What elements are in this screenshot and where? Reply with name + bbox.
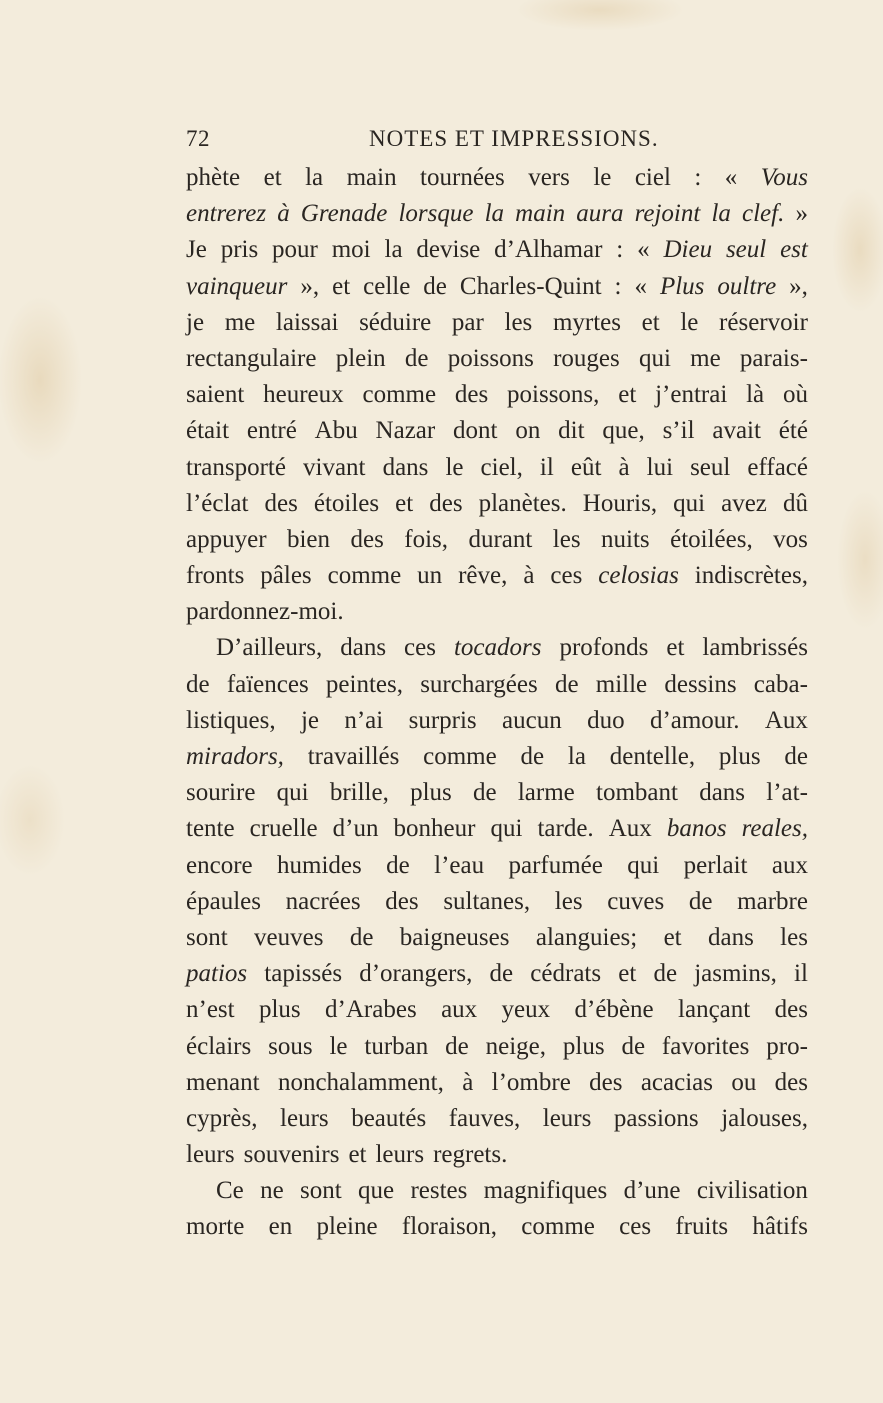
text-line [186, 160, 808, 196]
word: ces [550, 562, 583, 590]
word: plus [562, 1032, 605, 1060]
word: d’amour. [649, 706, 740, 734]
word: et [348, 1141, 367, 1169]
word: à [277, 200, 290, 228]
text-line [186, 1101, 808, 1137]
word: mille [595, 670, 648, 698]
word: caba- [753, 670, 808, 698]
word: et [666, 634, 685, 662]
word: Houris, [582, 489, 658, 517]
word: », [789, 272, 808, 300]
word: seul [690, 453, 731, 481]
word: ou [731, 1068, 757, 1096]
word: leurs [542, 1104, 592, 1132]
word: me [224, 308, 256, 336]
word: cruelle [249, 815, 318, 843]
word: ciel [634, 164, 671, 191]
word: seul [725, 236, 767, 264]
text-line [186, 522, 808, 558]
word: yeux [501, 996, 551, 1024]
word: celosias [598, 562, 679, 590]
word: tapissés [264, 960, 343, 988]
word: poissons [447, 344, 534, 372]
word: bien [286, 525, 331, 553]
word: de [688, 887, 713, 915]
word: Charles-Quint [459, 272, 602, 300]
word: qui [673, 489, 706, 517]
word: qui [638, 344, 671, 372]
word: d’Arabes [325, 996, 417, 1024]
word: d’orangers, [359, 960, 473, 988]
word: de [489, 960, 514, 988]
text-line [186, 558, 808, 594]
word: de [445, 1032, 469, 1060]
word: passions [613, 1104, 699, 1132]
word: travaillés [307, 743, 400, 770]
word: banos [666, 815, 727, 843]
word: j’entrai [655, 381, 728, 409]
word: en [268, 1213, 293, 1241]
word: et [618, 960, 637, 988]
word: Abu [314, 417, 358, 445]
word: phète [186, 164, 241, 191]
text-line [186, 920, 808, 956]
word: sont [300, 1177, 342, 1205]
word: de [554, 670, 579, 698]
word: d’ébène [574, 996, 654, 1024]
word: le [680, 308, 699, 336]
text-line [186, 667, 808, 703]
word: je [186, 308, 205, 336]
text-line [186, 1065, 808, 1101]
word: séduire [359, 308, 432, 336]
word: d’Alhamar [494, 236, 603, 264]
word: perlait [683, 851, 748, 879]
word: dit [558, 417, 585, 445]
word: acacias [640, 1068, 713, 1096]
word: plus [258, 996, 301, 1024]
word: « [634, 272, 647, 300]
word: reales, [741, 815, 808, 843]
word: et [618, 381, 637, 409]
word: celle [363, 272, 411, 300]
word: poissons, [507, 381, 600, 409]
word: veuves [254, 923, 324, 951]
text-line [186, 413, 808, 449]
word: civilisation [696, 1177, 808, 1205]
word: réservoir [719, 308, 808, 336]
word: de [186, 670, 210, 698]
word: : [614, 272, 622, 300]
word: et [395, 489, 414, 517]
word: humides [277, 851, 362, 879]
word: sous [268, 1032, 313, 1060]
word: heureux [263, 381, 344, 409]
word: Nazar [375, 417, 436, 445]
word: rejoint [634, 200, 701, 228]
word: plus [718, 743, 761, 770]
word: la [384, 236, 403, 264]
word: comme [423, 743, 497, 770]
word: les [552, 525, 581, 553]
word: à [618, 453, 630, 481]
word: comme [362, 381, 437, 409]
word: aucun [502, 706, 562, 734]
word: des [350, 525, 384, 553]
word: dans [382, 453, 429, 481]
word: eût [570, 453, 602, 481]
word: main [515, 200, 566, 228]
word: de [404, 344, 429, 372]
word: lui [646, 453, 674, 481]
word: là [746, 381, 765, 409]
word: Vous [760, 164, 808, 191]
word: épaules [186, 887, 261, 915]
word: l’éclat [186, 489, 249, 517]
word: de [653, 960, 678, 988]
word: sont [186, 923, 228, 951]
word: les [504, 308, 533, 336]
word: la [567, 743, 586, 770]
word: tocadors [453, 634, 542, 662]
word: et [641, 308, 660, 336]
word: dans [699, 779, 746, 807]
text-line [186, 1173, 808, 1209]
word: faïences [226, 670, 309, 698]
word: cuves [607, 887, 665, 915]
word: nonchalamment, [277, 1068, 444, 1096]
word: tente [186, 815, 235, 843]
word: n’est [186, 996, 235, 1024]
word: la [711, 200, 731, 228]
word: Grenade [300, 200, 388, 228]
word: pris [220, 236, 259, 264]
word: favorites [661, 1032, 750, 1060]
word: turban [364, 1032, 429, 1060]
word: et [663, 923, 682, 951]
word: brille, [329, 779, 389, 807]
word: Ce [216, 1177, 244, 1205]
word: l’eau [434, 851, 485, 879]
word: à [462, 1068, 474, 1096]
text-line [186, 811, 808, 847]
word: l’at- [766, 779, 808, 807]
word: surpris [408, 706, 477, 734]
text-line [186, 486, 808, 522]
word: fruits [675, 1213, 729, 1241]
word: Dieu [663, 236, 713, 264]
word: entrerez [186, 200, 267, 228]
word: me [690, 344, 721, 372]
word: peintes, [325, 670, 403, 698]
word: regrets. [433, 1141, 508, 1169]
word: appuyer [186, 525, 267, 553]
word: de [520, 743, 545, 770]
word: étoiles [313, 489, 380, 517]
text-line [186, 884, 808, 920]
word: clef. [742, 200, 785, 228]
word: avait [712, 417, 761, 445]
word: pardonnez-moi. [186, 598, 344, 626]
word: duo [587, 706, 625, 734]
text-line [186, 594, 808, 630]
word: étoilées, [670, 525, 753, 553]
word: D’ailleurs, [216, 634, 323, 662]
word: qui [276, 779, 309, 807]
word: parfumée [508, 851, 603, 879]
text-line [186, 630, 808, 666]
word: plein [335, 344, 386, 372]
word: nuits [601, 525, 650, 553]
word: la [484, 200, 505, 228]
word: n’ai [344, 706, 384, 734]
word: dans [340, 634, 387, 662]
word: main [346, 164, 397, 191]
word: il [539, 453, 554, 481]
word: morte [186, 1213, 245, 1241]
word: restes [410, 1177, 468, 1205]
word: beautés [351, 1104, 427, 1132]
text-line [186, 341, 808, 377]
word: profonds [559, 634, 649, 662]
word: surchargées [420, 670, 538, 698]
word: est [780, 236, 808, 264]
word: vivant [303, 453, 366, 481]
word: « [724, 164, 738, 191]
text-line [186, 848, 808, 884]
word: et [332, 272, 351, 300]
word: par [451, 308, 484, 336]
word: devise [416, 236, 481, 264]
word: jasmins, [694, 960, 777, 988]
word: la [305, 164, 324, 191]
word: tournées [420, 164, 505, 191]
word: de [784, 743, 808, 770]
word: » [795, 200, 808, 228]
word: où [782, 381, 808, 409]
word: patios [186, 960, 248, 988]
word: aura [576, 200, 624, 228]
word: durant [468, 525, 533, 553]
word: myrtes [552, 308, 621, 336]
word: un [417, 562, 443, 590]
word: marbre [737, 887, 808, 915]
word: vers [528, 164, 570, 191]
word: lambrissés [702, 634, 808, 662]
word: », [300, 272, 320, 300]
word: et [263, 164, 282, 191]
word: des [774, 996, 808, 1024]
word: jalouses, [721, 1104, 808, 1132]
word: floraison, [401, 1213, 497, 1241]
word: d’une [623, 1177, 681, 1205]
word: à [523, 562, 535, 590]
word: ne [260, 1177, 284, 1205]
word: magnifiques [483, 1177, 608, 1205]
text-line [186, 1137, 808, 1173]
word: baigneuses [399, 923, 510, 951]
word: que, [602, 417, 645, 445]
word: vainqueur [186, 272, 288, 300]
text-line [186, 377, 808, 413]
word: rêve, [458, 562, 508, 590]
word: lançant [678, 996, 751, 1024]
word: plus [410, 779, 452, 807]
word: les [554, 887, 583, 915]
word: planètes. [478, 489, 567, 517]
word: qui [627, 851, 660, 879]
word: pâles [260, 562, 312, 590]
text-line [186, 703, 808, 739]
word: entré [246, 417, 297, 445]
word: : [616, 236, 624, 264]
word: transporté [186, 453, 286, 481]
word: Plus [659, 272, 705, 300]
word: indiscrètes, [694, 562, 808, 590]
word: ces [619, 1213, 652, 1241]
word: fois, [404, 525, 449, 553]
word: : [694, 164, 702, 191]
word: dessins [664, 670, 737, 698]
word: menant [186, 1068, 260, 1096]
word: que [358, 1177, 395, 1205]
word: avez [721, 489, 767, 517]
word: leurs [280, 1104, 329, 1132]
word: de [473, 779, 497, 807]
word: lorsque [398, 200, 474, 228]
word: de [621, 1032, 646, 1060]
text-line [186, 269, 808, 305]
word: des [774, 1068, 808, 1096]
word: saient [186, 381, 245, 409]
word: fauves, [448, 1104, 521, 1132]
word: on [515, 417, 541, 445]
word: dont [453, 417, 498, 445]
word: aux [441, 996, 478, 1024]
word: hâtifs [752, 1213, 808, 1241]
word: le [593, 164, 612, 191]
word: tombant [596, 779, 678, 807]
word: dentelle, [609, 743, 696, 770]
word: ciel, [480, 453, 523, 481]
word: éclairs [186, 1032, 252, 1060]
word: « [637, 236, 650, 264]
word: Aux [764, 706, 808, 734]
word: de [349, 923, 374, 951]
text-line [186, 450, 808, 486]
word: laissai [275, 308, 339, 336]
text-line [186, 305, 808, 341]
word: le [445, 453, 464, 481]
word: souvenirs [243, 1141, 340, 1169]
text-line [186, 992, 808, 1028]
word: des [385, 887, 419, 915]
word: encore [186, 851, 253, 879]
word: été [778, 417, 808, 445]
word: miradors, [186, 743, 284, 770]
word: moi [331, 236, 371, 264]
word: les [780, 923, 808, 951]
word: fronts [186, 562, 245, 590]
word: pour [272, 236, 318, 264]
word: aux [771, 851, 808, 879]
word: des [589, 1068, 623, 1096]
word: ces [404, 634, 436, 662]
word: qui [490, 815, 523, 843]
text-line [186, 232, 808, 268]
word: rectangulaire [186, 344, 317, 372]
word: Aux [608, 815, 652, 843]
page-header [186, 126, 808, 156]
word: parais- [739, 344, 808, 372]
word: des [264, 489, 298, 517]
text-line [186, 1209, 808, 1245]
word: d’un [332, 815, 379, 843]
running-title: NOTES ET IMPRESSIONS. [369, 126, 659, 151]
word: effacé [747, 453, 808, 481]
word: des [429, 489, 463, 517]
text-line [186, 739, 808, 775]
word: pleine [316, 1213, 378, 1241]
word: dû [782, 489, 808, 517]
word: l’ombre [491, 1068, 571, 1096]
word: alanguies; [535, 923, 638, 951]
word: pro- [766, 1032, 808, 1060]
word: sourire [186, 779, 256, 807]
word: sultanes, [443, 887, 531, 915]
text-line [186, 775, 808, 811]
word: s’il [662, 417, 695, 445]
word: de [386, 851, 410, 879]
word: était [186, 417, 230, 445]
word: le [329, 1032, 348, 1060]
word: comme [521, 1213, 595, 1241]
text-line [186, 196, 808, 232]
word: leurs [375, 1141, 425, 1169]
word: tarde. [537, 815, 594, 843]
body-text [186, 160, 808, 1246]
word: des [454, 381, 489, 409]
word: oultre [717, 272, 777, 300]
word: nacrées [285, 887, 361, 915]
word: neige, [485, 1032, 546, 1060]
word: comme [327, 562, 402, 590]
page-number: 72 [186, 126, 210, 151]
word: cyprès, [186, 1104, 258, 1132]
word: de [423, 272, 447, 300]
word: bonheur [393, 815, 476, 843]
text-line [186, 956, 808, 992]
word: rouges [553, 344, 620, 372]
word: larme [517, 779, 575, 807]
word: dans [707, 923, 754, 951]
word: vos [773, 525, 808, 553]
word: listiques, [186, 706, 276, 734]
word: cédrats [530, 960, 602, 988]
word: leurs [186, 1141, 235, 1169]
text-line [186, 1029, 808, 1065]
word: il [794, 960, 808, 988]
word: Je [186, 236, 207, 264]
word: je [300, 706, 319, 734]
